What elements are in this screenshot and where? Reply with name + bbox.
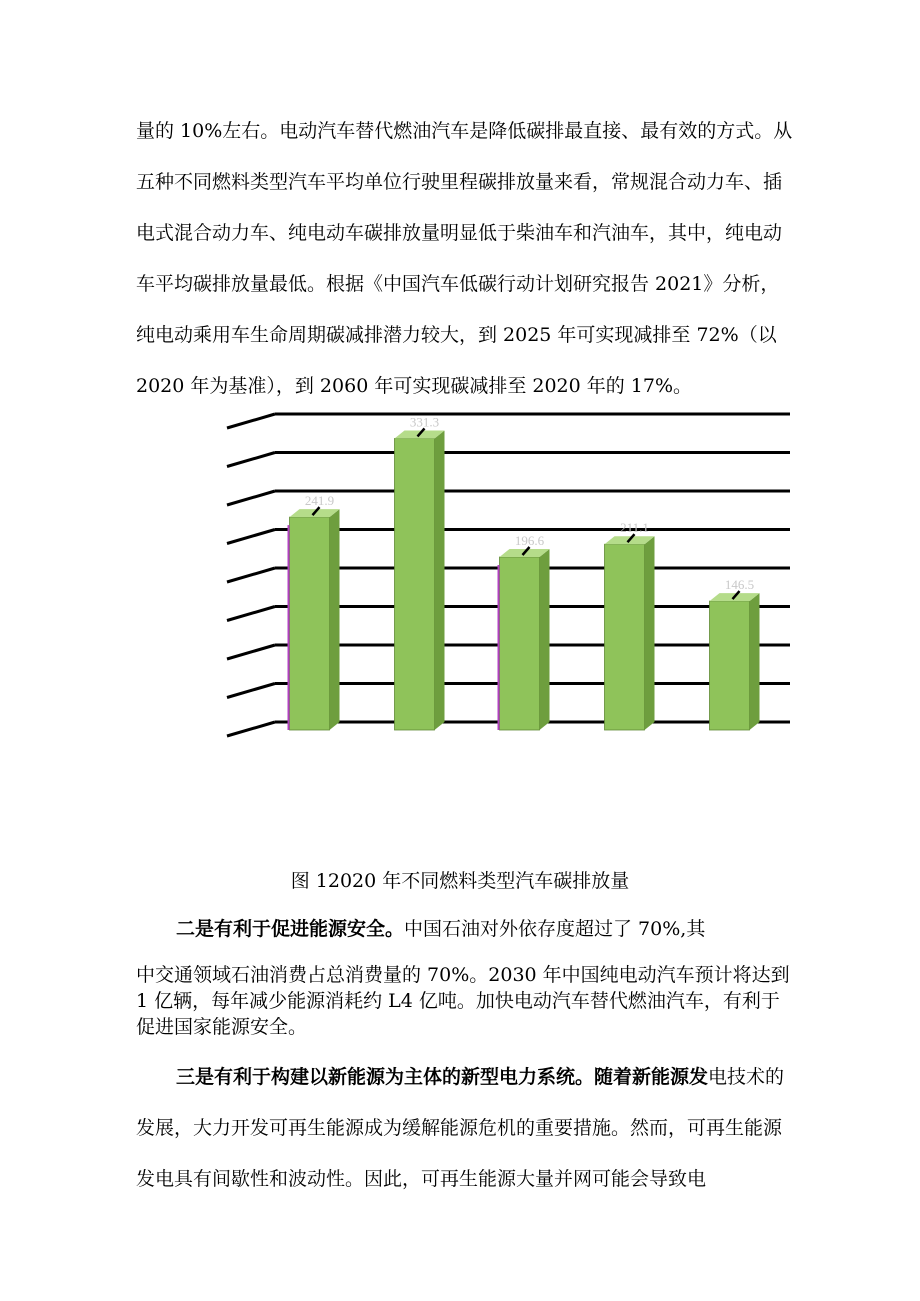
grid-line-depth — [227, 684, 275, 698]
paragraph-energy-security-first-line — [176, 914, 705, 944]
bar-side — [750, 593, 760, 730]
data-label: 146.5 — [724, 577, 755, 593]
emissions-bar-chart — [220, 410, 800, 740]
bar-side — [540, 549, 550, 730]
paragraph-energy-security-body: 中交通领域石油消费占总消费量的 70%。2030 年中国纯电动汽车预计将达到 1 亿辆，每年减少能源消耗约 L4 亿吨。加快电动汽车替代燃油汽车，有利于促进国家能源安全。 — [136, 964, 790, 1038]
bar — [395, 438, 435, 730]
data-label: 211.1 — [620, 520, 649, 536]
bar — [605, 544, 645, 730]
bar-side — [330, 509, 340, 730]
bar — [290, 517, 330, 730]
figure-caption: 图 12020 年不同燃料类型汽车碳排放量 — [290, 870, 630, 892]
heading-energy-security: 二是有利于促进能源安全。 — [176, 918, 405, 940]
bar — [500, 557, 540, 730]
grid-line-depth — [227, 722, 275, 736]
bar — [710, 601, 750, 730]
grid-line-depth — [227, 568, 275, 582]
data-label: 331.3 — [409, 414, 440, 430]
paragraph-intro: 量的 10%左右。电动汽车替代燃油汽车是降低碳排最直接、最有效的方式。从五种不同燃料类型汽车平均单位行驶里程碳排放量来看，常规混合动力车、插电式混合动力车、纯电动车碳排放量明显低于柴油车和汽油车，其中，纯电动车平均碳排放量最低。根据《中国汽车低碳行动计划研究报告 2021》分析，纯电动乘用车生命周期碳减排潜力较大，到 2025 年可实现减排至 72%（以 2020 年为基准），到 2060 年可实现碳减排至 2020 年的 17%。 — [136, 120, 793, 397]
data-label: 196.6 — [514, 532, 545, 548]
bar-side — [645, 536, 655, 730]
grid-line-depth — [227, 453, 275, 467]
heading-power-system: 三是有利于构建以新能源为主体的新型电力系统。随着新能源发 — [176, 1066, 709, 1088]
power-system-text: 电技术的发展，大力开发可再生能源成为缓解能源危机的重要措施。然而，可再生能源发电具有间歇性和波动性。因此，可再生能源大量并网可能会导致电 — [136, 1066, 785, 1190]
grid-line-depth — [227, 530, 275, 544]
grid-line-depth — [227, 491, 275, 505]
grid-line-depth — [227, 414, 275, 428]
paragraph-power-system — [136, 1052, 796, 1205]
grid-line-depth — [227, 607, 275, 621]
data-label: 241.9 — [304, 493, 335, 509]
energy-security-first-text: 中国石油对外依存度超过了 70%,其 — [404, 918, 706, 940]
bar-side — [435, 430, 445, 730]
grid-line-depth — [227, 645, 275, 659]
